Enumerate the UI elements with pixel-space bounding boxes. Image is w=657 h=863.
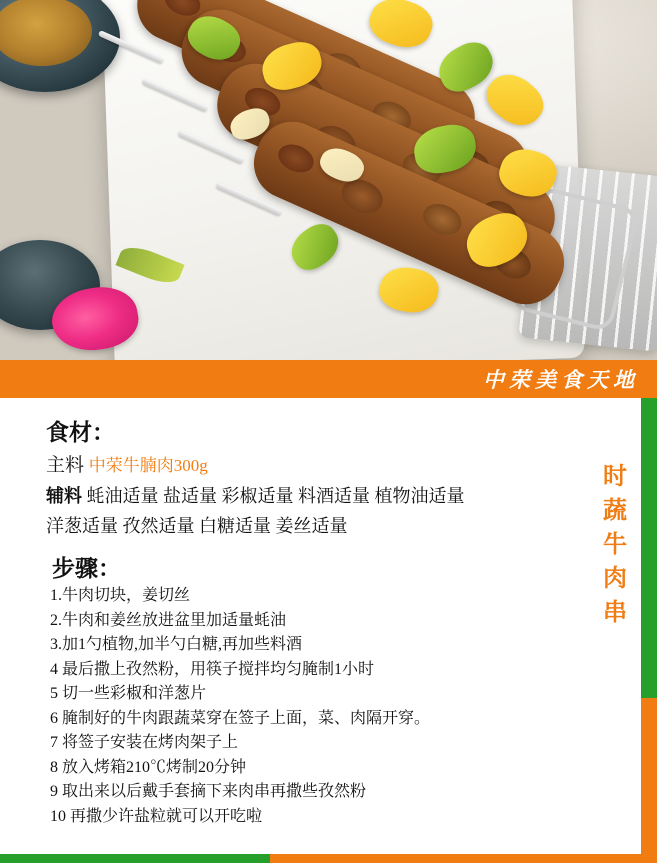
vertical-dish-title [595, 460, 635, 630]
vertical-title-char: 肉 [603, 566, 627, 592]
vertical-title-char: 时 [603, 464, 627, 490]
steps-title: 步骤： [52, 556, 121, 581]
vertical-title-char: 蔬 [603, 498, 627, 524]
step-item: 10 再撒少许盐粒就可以开吃啦 [50, 807, 263, 825]
ingredients-title: 食材： [46, 420, 115, 445]
main-ingredient-label: 主料 [46, 455, 85, 476]
side-bar-green [641, 398, 657, 698]
steps-list [50, 584, 590, 829]
step-item: 1.牛肉切块，姜切丝 [50, 587, 191, 604]
step-item: 7 将签子安装在烤肉架子上 [50, 734, 239, 751]
brand-name: 中荣美食天地 [483, 368, 639, 392]
vertical-title-char: 牛 [603, 532, 627, 558]
step-item: 8 放入烤箱210℃烤制20分钟 [50, 758, 247, 776]
main-ingredient-line [46, 450, 208, 477]
step-item: 6 腌制好的牛肉跟蔬菜穿在签子上面，菜、肉隔开穿。 [50, 709, 431, 727]
step-item: 4 最后撒上孜然粉，用筷子搅拌均匀腌制1小时 [50, 660, 375, 678]
brand-band [0, 360, 657, 398]
aux-ingredient-line-1 [46, 482, 465, 508]
recipe-photo [0, 0, 657, 360]
aux-ingredient-label: 辅料 [46, 486, 82, 506]
step-item: 5 切一些彩椒和洋葱片 [50, 685, 207, 702]
side-bar-orange [641, 698, 657, 863]
main-ingredient-value: 中荣牛腩肉300g [88, 456, 208, 475]
aux-ingredient-line-2 [46, 512, 348, 538]
step-item: 3.加1勺植物,加半勺白糖,再加些料酒 [50, 636, 303, 653]
recipe-content [0, 398, 657, 863]
aux-ingredient-values-2: 洋葱适量 孜然适量 白糖适量 姜丝适量 [46, 516, 348, 536]
vertical-title-char: 串 [603, 600, 627, 626]
step-item: 2.牛肉和姜丝放进盆里加适量蚝油 [50, 611, 287, 629]
bottom-bar-orange [270, 854, 657, 863]
step-item: 9 取出来以后戴手套摘下来肉串再撒些孜然粉 [50, 783, 367, 800]
aux-ingredient-values-1: 蚝油适量 盐适量 彩椒适量 料酒适量 植物油适量 [86, 486, 465, 506]
